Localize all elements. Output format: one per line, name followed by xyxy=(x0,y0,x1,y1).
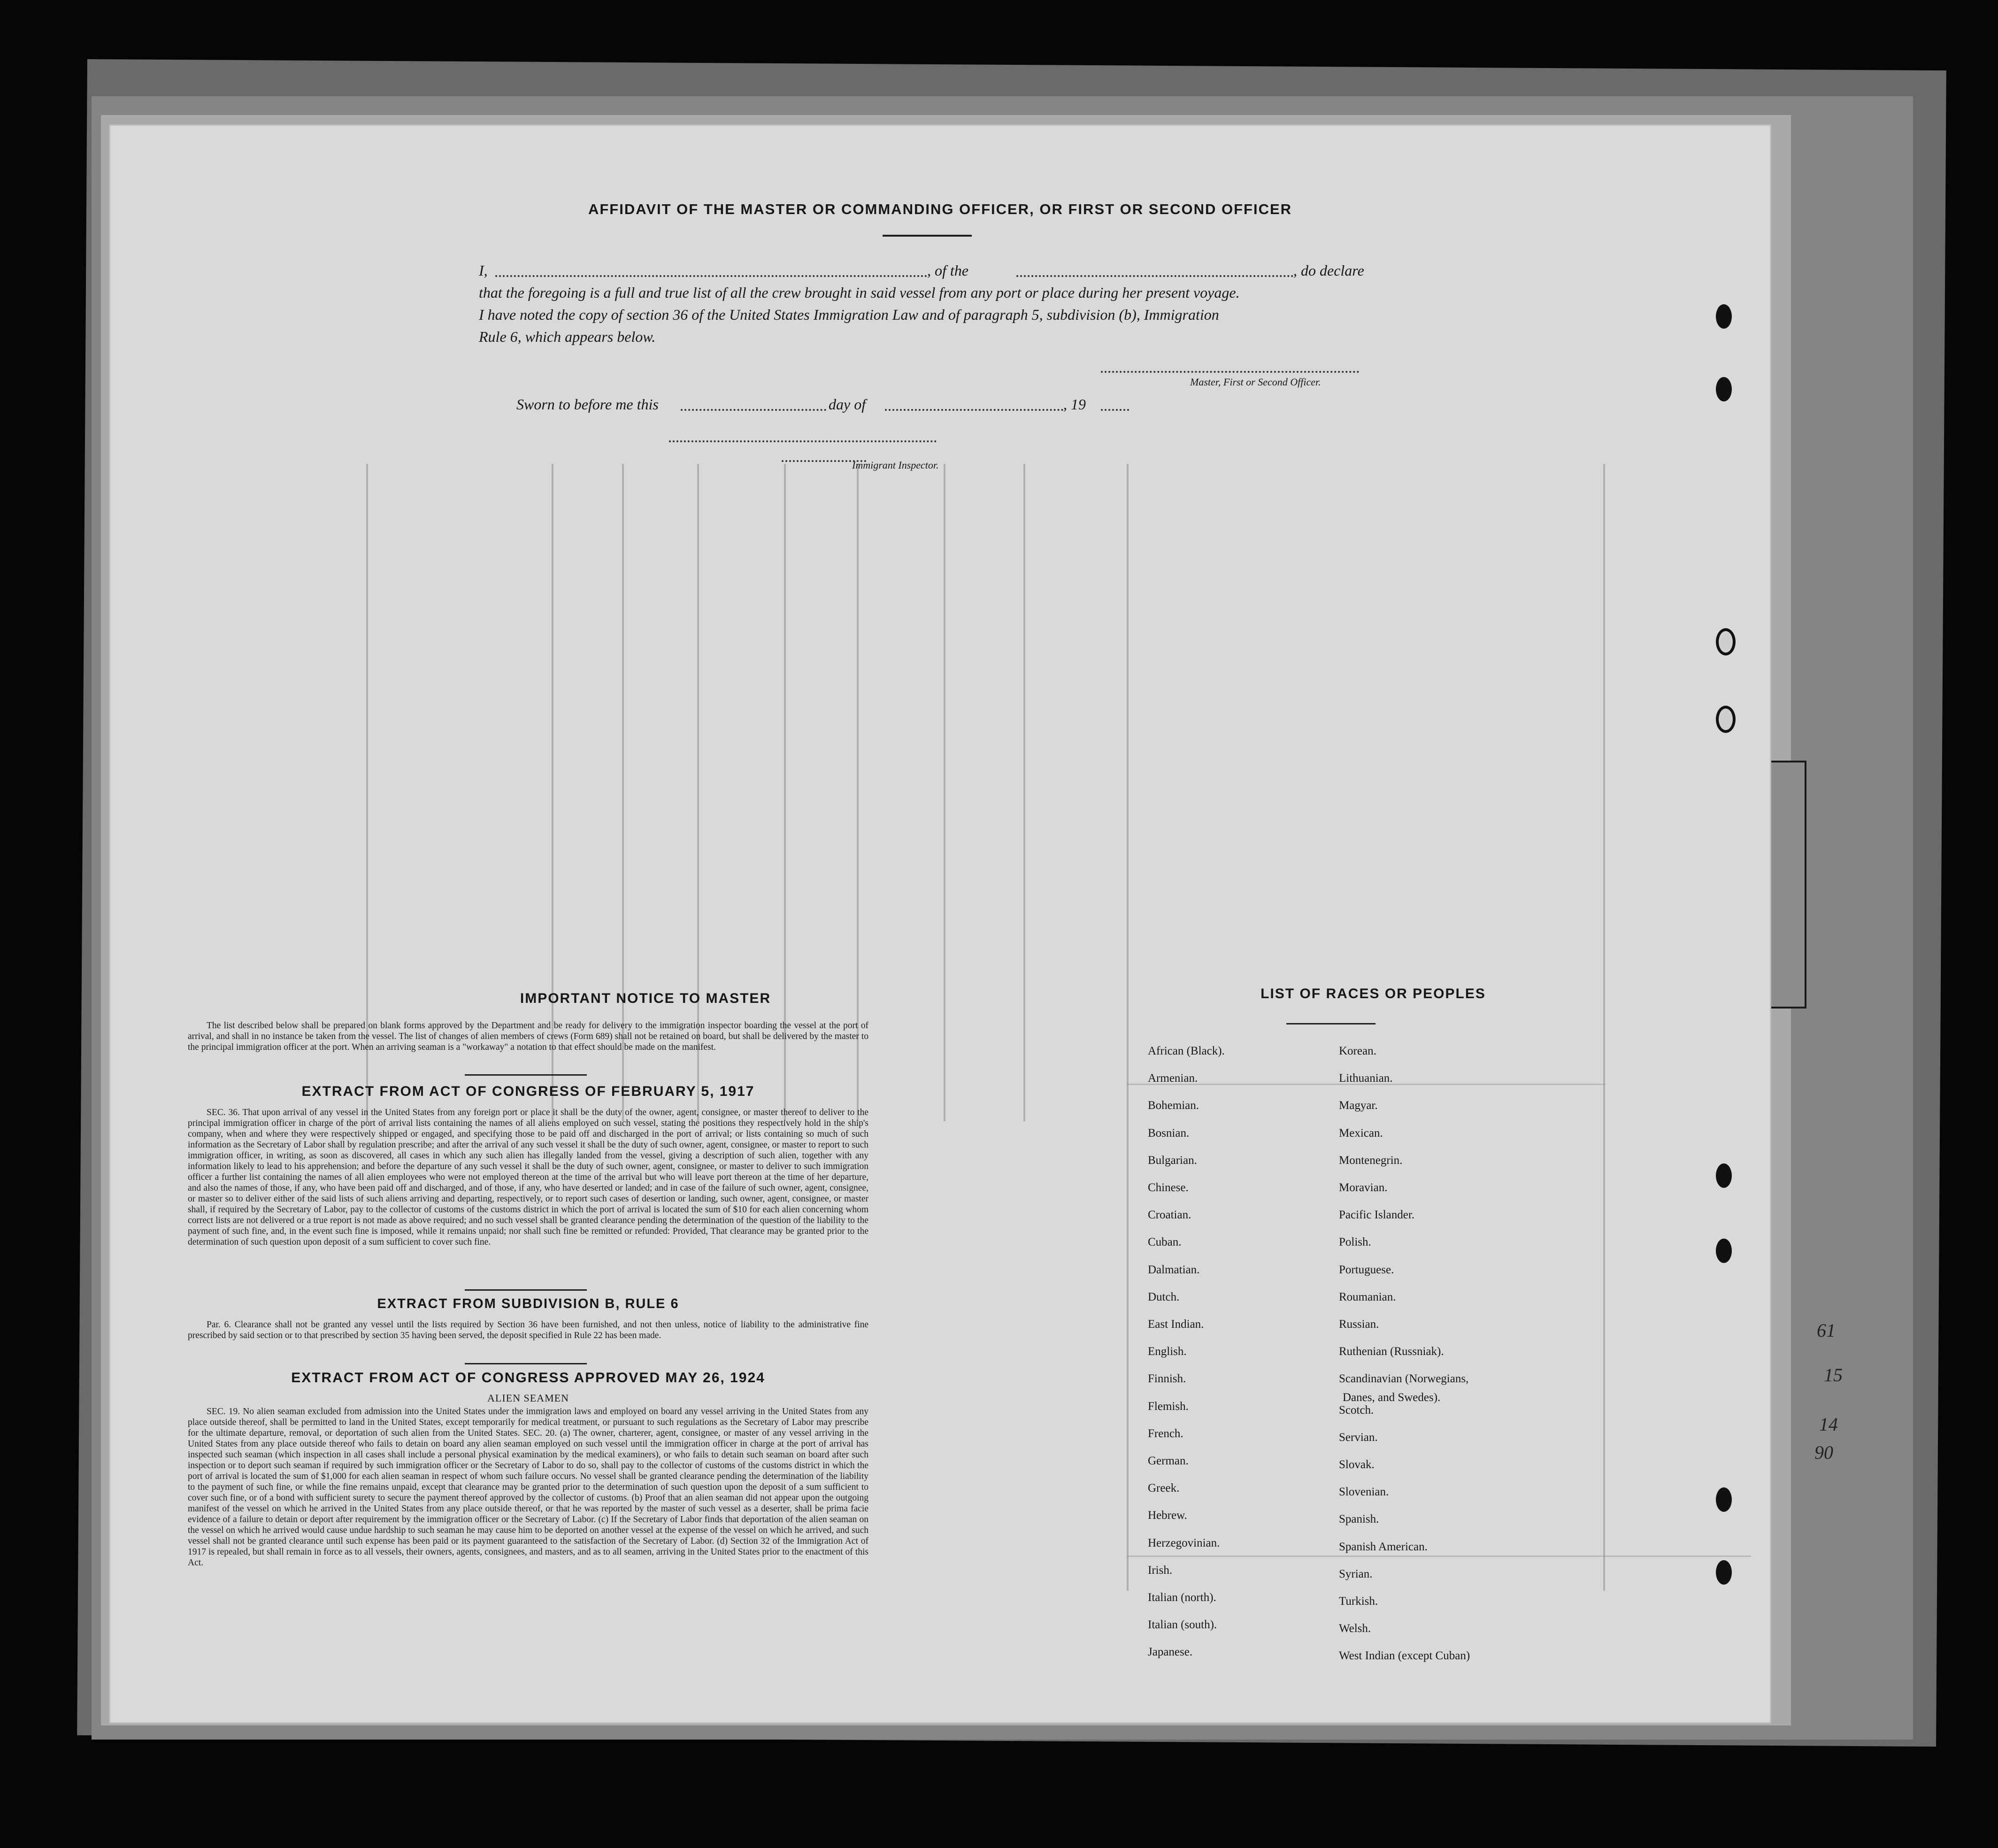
margin-note: 90 xyxy=(1814,1442,1833,1463)
form-page xyxy=(110,126,1770,1722)
affidavit-line1-mid: , of the xyxy=(927,262,968,279)
extract-1924-title: EXTRACT FROM ACT OF CONGRESS APPROVED MAY 26, 1924 xyxy=(291,1370,765,1386)
sworn-text: Sworn to before me this xyxy=(516,396,659,413)
race-entry: Slovak. xyxy=(1339,1458,1375,1471)
ghost-column-line xyxy=(1023,464,1025,1121)
race-entry: Lithuanian. xyxy=(1339,1072,1393,1085)
extract-1917-body: SEC. 36. That upon arrival of any vessel in the United States from any foreign port or place it shall be the duty of the owner, agent, consignee, or master thereof to deliver to the principal immigration officer in charge of the port of arrival lists containing the names of all aliens employed on such vessel, stating the positions they respectively hold in the ship's company, when and where they were respectively shipped or engaged, and specifying those to be paid off and discharged in the port of arrival; or lists containing so much of such information as the Secretary of Labor shall by regulation prescribe; and after the arrival of any such vessel it shall be the duty of such owner, agent, consignee, or master to report to such immigration officer, in writing, as soon as discovered, all cases in which any such alien has illegally landed from the vessel, giving a description of such alien, together with any information likely to lead to his apprehension; and before the departure of any such vessel it shall be the duty of such owner, agent, consignee, or master to deliver to such immigration officer a further list containing the names of all alien employees who were not employed thereon at the time of the arrival but who will leave port thereon at the time of her departure, and also the names of those, if any, who have been paid off and discharged, and of those, if any, who have deserted or landed; and in case of the failure of such owner, agent, consignee, or master so to deliver either of the said lists of such aliens arriving and departing, respectively, or to report such cases of desertion or landing, such owner, agent, consignee, or master shall, if required by the Secretary of Labor, pay to the collector of customs of the customs district in which the port of arrival is located the sum of $10 for each alien concerning whom correct lists are not delivered or a true report is not made as above required; and no such vessel shall be granted clearance pending the determination of the question of the liability to the payment of such fine, and, in the event such fine is imposed, while it remains unpaid; nor shall such fine be remitted or refunded: Provided, That clearance may be granted prior to the determination of such question upon deposit of a sum sufficient to cover such fine. xyxy=(188,1108,868,1247)
race-entry: Syrian. xyxy=(1339,1567,1373,1580)
race-entry: Armenian. xyxy=(1148,1072,1198,1085)
race-entry: Moravian. xyxy=(1339,1181,1388,1194)
race-entry: Italian (south). xyxy=(1148,1618,1217,1632)
race-entry: French. xyxy=(1148,1427,1183,1440)
race-entry: Spanish American. xyxy=(1339,1540,1428,1553)
race-entry: Polish. xyxy=(1339,1236,1371,1249)
extract-1924-subtitle: ALIEN SEAMEN xyxy=(487,1392,569,1404)
signature-label: Master, First or Second Officer. xyxy=(1190,376,1321,388)
race-entry: Servian. xyxy=(1339,1431,1378,1444)
race-entry: Slovenian. xyxy=(1339,1486,1389,1499)
race-entry: African (Black). xyxy=(1148,1045,1225,1057)
ghost-row-line xyxy=(1127,1555,1751,1557)
sworn-year: , 19 xyxy=(1063,396,1086,413)
race-entry: West Indian (except Cuban) xyxy=(1339,1649,1470,1663)
affidavit-line1-end: , do declare xyxy=(1293,262,1364,279)
race-entry: Spanish. xyxy=(1339,1513,1379,1526)
affidavit-line3: I have noted the copy of section 36 of the United States Immigration Law and of paragraph 5, subdivision (b), Immigration xyxy=(479,306,1219,323)
punch-hole xyxy=(1716,1560,1732,1585)
race-entry: Italian (north). xyxy=(1148,1591,1216,1604)
sworn-month-blank[interactable] xyxy=(885,409,1063,411)
race-entry: Welsh. xyxy=(1339,1622,1371,1635)
punch-hole xyxy=(1716,1163,1732,1188)
title-underline xyxy=(1286,1023,1376,1024)
race-entry: Greek. xyxy=(1148,1482,1180,1495)
section-divider xyxy=(465,1289,587,1291)
margin-note: 14 xyxy=(1819,1414,1838,1435)
race-entry: Herzegovinian. xyxy=(1148,1536,1220,1549)
race-entry: Portuguese. xyxy=(1339,1263,1394,1276)
race-entry: Bohemian. xyxy=(1148,1099,1199,1112)
race-entry: English. xyxy=(1148,1345,1187,1358)
title-underline xyxy=(883,235,972,237)
margin-note: 61 xyxy=(1817,1320,1836,1341)
race-entry: Mexican. xyxy=(1339,1126,1383,1140)
race-entry: Dutch. xyxy=(1148,1290,1180,1303)
race-entry: Roumanian. xyxy=(1339,1290,1396,1303)
race-entry: Russian. xyxy=(1339,1318,1379,1331)
affidavit-line1-start: I, xyxy=(479,262,488,279)
race-entry: Scandinavian (Norwegians, xyxy=(1339,1372,1469,1386)
race-entry: Montenegrin. xyxy=(1339,1154,1403,1167)
extract-rule6-body: Par. 6. Clearance shall not be granted any vessel until the lists required by Section 36 have been furnished, and not then unless, notice of liability to the administrative fine prescribed by said section or to that prescribed by section 35 having been served, the deposit specified in Rule 22 has been made. xyxy=(188,1320,868,1340)
race-entry: German. xyxy=(1148,1455,1189,1467)
race-entry: Korean. xyxy=(1339,1045,1376,1057)
race-entry: Chinese. xyxy=(1148,1181,1189,1194)
extract-1917-title: EXTRACT FROM ACT OF CONGRESS OF FEBRUARY 5, 1917 xyxy=(301,1084,755,1099)
race-entry: Irish. xyxy=(1148,1563,1173,1577)
punch-hole xyxy=(1716,628,1736,655)
race-entry: Dalmatian. xyxy=(1148,1263,1200,1276)
race-entry: Croatian. xyxy=(1148,1209,1191,1222)
name-blank[interactable] xyxy=(495,275,927,277)
race-entry: Scotch. xyxy=(1339,1403,1374,1417)
section-divider xyxy=(465,1363,587,1364)
race-entry: Bulgarian. xyxy=(1148,1154,1197,1167)
punch-hole xyxy=(1716,1487,1732,1512)
race-entry: Ruthenian (Russniak). xyxy=(1339,1345,1444,1358)
punch-hole xyxy=(1716,1239,1732,1263)
race-entry: Danes, and Swedes). xyxy=(1343,1391,1441,1404)
notice-body: The list described below shall be prepared on blank forms approved by the Department and be ready for delivery to the immigration inspector boarding the vessel at the port of arrival, and shall in no instance be taken from the vessel. The list of changes of alien members of crews (Form 689) shall not be retained on board, but shall be delivered by the master to the principal immigration officer at the port. When an arriving seaman is a "workaway" a notation to that effect should be made on the manifest. xyxy=(188,1021,868,1052)
races-title: LIST OF RACES OR PEOPLES xyxy=(1260,986,1486,1001)
sworn-day-of: day of xyxy=(829,396,866,413)
race-entry: Pacific Islander. xyxy=(1339,1209,1415,1222)
inspector-label: Immigrant Inspector. xyxy=(852,459,939,471)
extract-rule6-title: EXTRACT FROM SUBDIVISION B, RULE 6 xyxy=(377,1296,679,1311)
sworn-year-blank[interactable] xyxy=(1101,409,1129,411)
ghost-column-line xyxy=(944,464,945,1121)
race-entry: Japanese. xyxy=(1148,1646,1193,1659)
race-entry: Turkish. xyxy=(1339,1595,1378,1608)
race-entry: Bosnian. xyxy=(1148,1126,1190,1140)
extract-1924-body: SEC. 19. No alien seaman excluded from admission into the United States under the immigration laws and employed on board any vessel arriving in the United States from any place outside thereof, shall be permitted to land in the United States, except temporarily for medical treatment, or pursuant to such regulations as the Secretary of Labor may prescribe for the ultimate departure, removal, or deportation of such alien from the United States. SEC. 20. (a) The owner, charterer, agent, consignee, or master of any vessel arriving in the United States from any place outside thereof who fails to detain on board any alien seaman employed on such vessel until the immigration officer in charge at the port of arrival has inspected such seaman (which inspection in all cases shall include a personal physical examination by the medical examiners), or who fails to detain such seaman on board after such inspection or to deport such seaman if required by such immigration officer or the Secretary of Labor to do so, shall pay to the collector of customs of the customs district in which the port of arrival is located the sum of $1,000 for each alien seaman in respect of whom such failure occurs. No vessel shall be granted clearance pending the determination of the liability to the payment of such fine, or while the fine remains unpaid, except that clearance may be granted prior to the determination of such question upon the deposit of a sum sufficient to cover such fine, or of a bond with sufficient surety to secure the payment thereof approved by the collector of customs. (b) Proof that an alien seaman did not appear upon the outgoing manifest of the vessel on which he arrived in the United States from any place outside thereof, or that he was reported by the master of such vessel as a deserter, shall be prima facie evidence of a failure to detain or deport after requirement by the immigration officer or the Secretary of Labor. (c) If the Secretary of Labor finds that deportation of the alien seaman on the vessel on which he arrived would cause undue hardship to such seaman he may cause him to be deported on another vessel at the expense of the vessel on which he arrived, and such vessel shall not be granted clearance until such expense has been paid or its payment guaranteed to the satisfaction of the Secretary of Labor. (d) Section 32 of the Immigration Act of 1917 is repealed, but shall remain in force as to all vessels, their owners, agents, consignees, and masters, and as to all seamen, arriving in the United States prior to the enactment of this Act. xyxy=(188,1407,868,1568)
affidavit-line2: that the foregoing is a full and true list of all the crew brought in said vessel from any port or place during her present voyage. xyxy=(479,284,1240,301)
inspector-signature-blank[interactable] xyxy=(669,440,937,442)
punch-hole xyxy=(1716,377,1732,401)
affidavit-title: AFFIDAVIT OF THE MASTER OR COMMANDING OFFICER, OR FIRST OR SECOND OFFICER xyxy=(588,201,1292,217)
race-entry: Finnish. xyxy=(1148,1372,1186,1386)
affidavit-line4: Rule 6, which appears below. xyxy=(479,328,656,345)
sworn-day-blank[interactable] xyxy=(681,409,826,411)
punch-hole xyxy=(1716,706,1736,733)
margin-note: 15 xyxy=(1824,1364,1843,1386)
race-entry: Hebrew. xyxy=(1148,1509,1187,1522)
race-entry: East Indian. xyxy=(1148,1318,1204,1331)
race-entry: Cuban. xyxy=(1148,1236,1182,1249)
ghost-column-line xyxy=(1603,464,1605,1591)
vessel-blank[interactable] xyxy=(1016,275,1293,277)
race-entry: Flemish. xyxy=(1148,1400,1189,1413)
race-entry: Magyar. xyxy=(1339,1099,1378,1112)
punch-hole xyxy=(1716,304,1732,329)
ghost-column-line xyxy=(1127,464,1129,1591)
section-divider xyxy=(465,1074,587,1076)
notice-title: IMPORTANT NOTICE TO MASTER xyxy=(520,991,771,1006)
signature-blank[interactable] xyxy=(1101,371,1359,373)
